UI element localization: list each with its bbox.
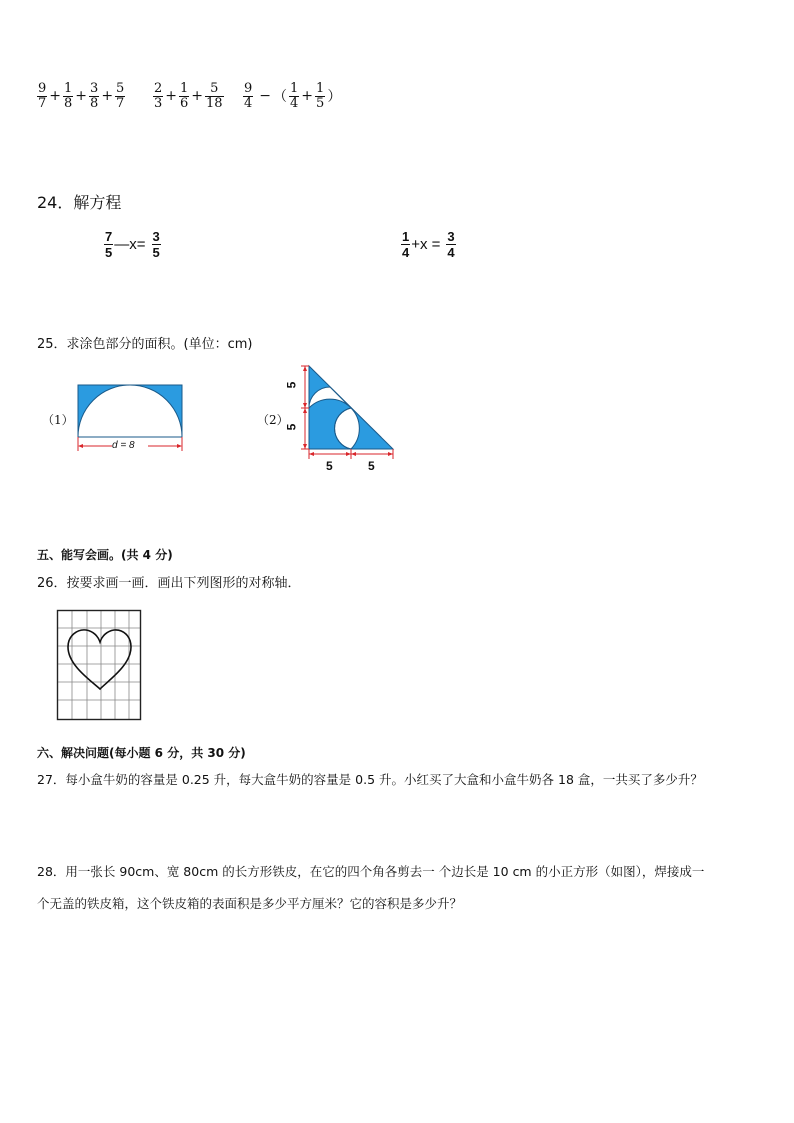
fraction: $\frac{3}{8}$ (90, 80, 99, 111)
figure-1-label: （1） (42, 413, 74, 427)
figure-2-dimension-right: 5 (368, 459, 375, 473)
section-6-heading: 六、解决问题(每小题 6 分，共 30 分) (37, 746, 246, 760)
figure-2-dimension-left: 5 (326, 459, 333, 473)
question-25-title: 25．求涂色部分的面积。(单位：cm) (37, 337, 253, 352)
expression-3: $\frac{9}{4}$ − （ $\frac{1}{4}$ + $\frac{1}{5}$ ） (244, 80, 342, 111)
fraction: $\frac{1}{4}$ (402, 228, 410, 260)
figure-2-dimension-bottom: 5 (284, 423, 299, 431)
fraction: $\frac{1}{4}$ (290, 80, 299, 111)
grid-border (58, 611, 141, 720)
question-28-line-1: 28．用一张长 90cm、宽 80cm 的长方形铁皮，在它的四个角各剪去一 个边长是 10 cm 的小正方形（如图），焊接成一 (37, 864, 705, 879)
question-28-line-2: 个无盖的铁皮箱，这个铁皮箱的表面积是多少平方厘米？它的容积是多少升？ (37, 896, 463, 911)
fraction: $\frac{3}{4}$ (447, 228, 455, 260)
expression-2: $\frac{2}{3}$ + $\frac{1}{6}$ + $\frac{5}{18}$ (154, 80, 223, 111)
figure-2-dimension-top: 5 (284, 381, 299, 389)
fraction: $\frac{2}{3}$ (154, 80, 163, 111)
fraction: $\frac{5}{18}$ (206, 80, 223, 111)
figure-2-triangle-diagram (284, 362, 398, 462)
fraction: $\frac{1}{5}$ (316, 80, 325, 111)
equation-2: $\frac{1}{4}$ +x = $\frac{3}{4}$ (402, 228, 455, 260)
fraction: $\frac{7}{5}$ (105, 228, 113, 260)
fraction: $\frac{9}{4}$ (244, 80, 253, 111)
question-26-title: 26．按要求画一画．画出下列图形的对称轴． (37, 576, 301, 591)
fraction: $\frac{1}{6}$ (180, 80, 189, 111)
question-27-text: 27．每小盒牛奶的容量是 0.25 升，每大盒牛奶的容量是 0.5 升。小红买了大盒和小盒牛奶各 18 盒，一共买了多少升？ (37, 772, 703, 787)
fraction: $\frac{1}{8}$ (64, 80, 73, 111)
grid (58, 610, 140, 719)
equation-1: $\frac{7}{5}$ —x= $\frac{3}{5}$ (105, 228, 160, 260)
figure-2-label: （2） (257, 413, 289, 427)
fraction: $\frac{3}{5}$ (152, 228, 160, 260)
fraction: $\frac{9}{7}$ (38, 80, 47, 111)
fraction: $\frac{5}{7}$ (116, 80, 125, 111)
expression-1: $\frac{9}{7}$ + $\frac{1}{8}$ + $\frac{3}{8}$ + $\frac{5}{7}$ (38, 80, 125, 111)
section-5-heading: 五、能写会画。(共 4 分) (37, 548, 173, 562)
heart-shape (68, 630, 131, 689)
question-24-title: 24．解方程 (37, 193, 122, 212)
heart-grid-figure (56, 609, 142, 721)
figure-1-dimension: d = 8 (112, 440, 135, 451)
